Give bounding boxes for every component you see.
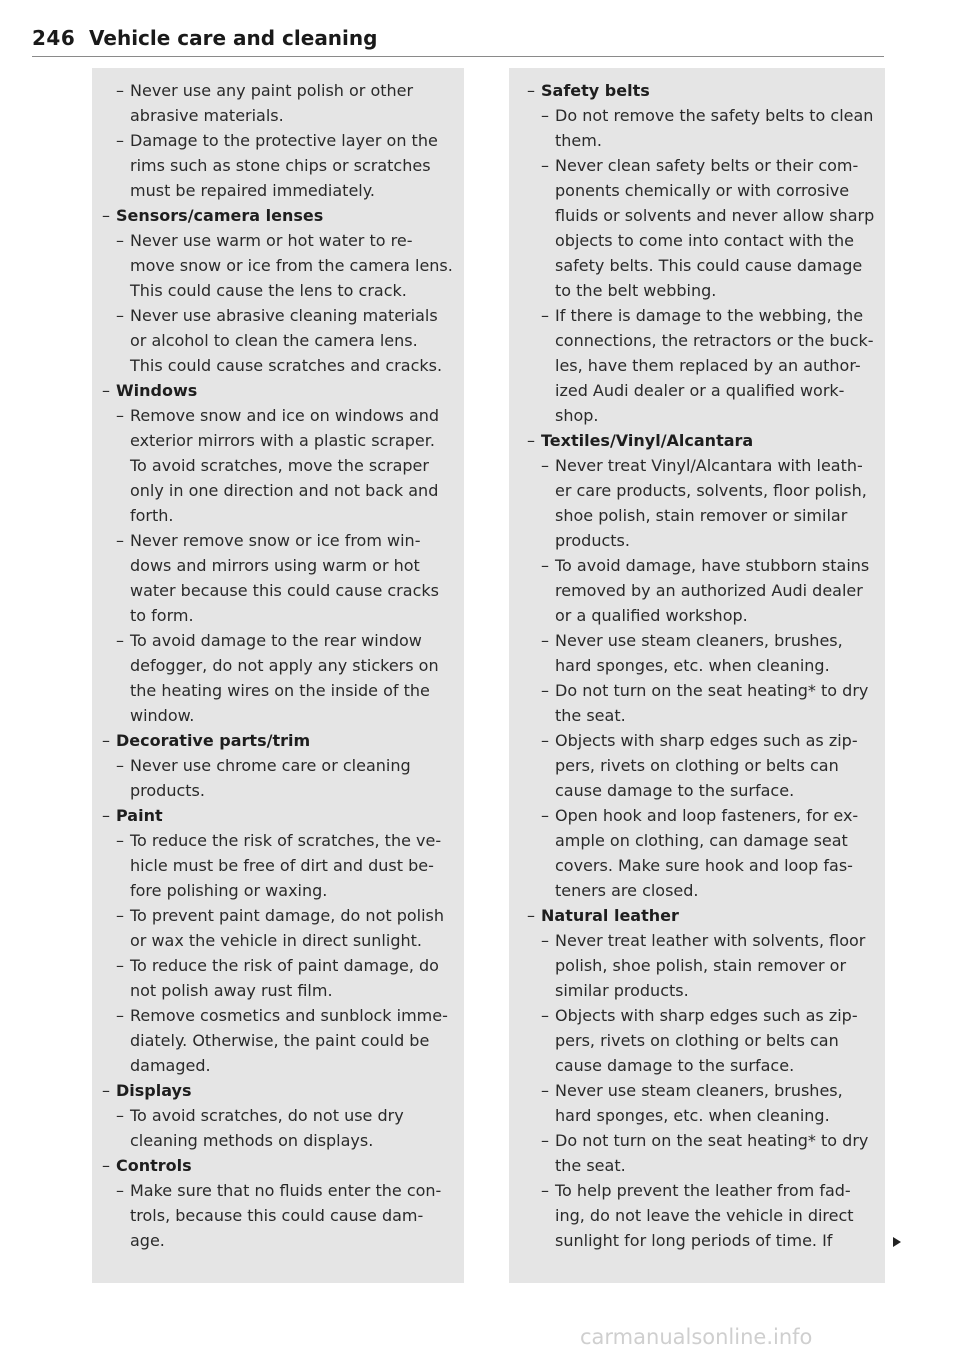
left-column	[92, 68, 464, 1283]
list-item: – To avoid damage, have stubborn stains removed by an authorized Audi dealer or a qualified workshop.	[541, 556, 870, 625]
page-header	[32, 22, 884, 57]
right-column	[509, 68, 885, 1283]
list-item: – Make sure that no fluids enter the con-trols, because this could cause dam-age.	[116, 1181, 442, 1250]
category-title: Displays	[116, 1081, 192, 1100]
category-title: Paint	[116, 806, 163, 825]
category-title: Controls	[116, 1156, 192, 1175]
category-windows: – Windows	[102, 381, 198, 400]
category-safety-belts: – Safety belts	[527, 81, 650, 100]
category-natural-leather: – Natural leather	[527, 906, 679, 925]
category-title: Safety belts	[541, 81, 650, 100]
list-item: – Never treat Vinyl/Alcantara with leath-er care products, solvents, floor polish, shoe polish, stain remover or similar products.	[541, 456, 867, 550]
watermark: carmanualsonline.info	[580, 1325, 813, 1349]
category-textiles-vinyl-alcantara: – Textiles/Vinyl/Alcantara	[527, 431, 754, 450]
category-title: Textiles/Vinyl/Alcantara	[541, 431, 754, 450]
list-item: – Never remove snow or ice from win-dows and mirrors using warm or hot water because this could cause cracks to form.	[116, 531, 439, 625]
category-title: Sensors/camera lenses	[116, 206, 324, 225]
list-item: – Never use any paint polish or other abrasive materials.	[116, 81, 414, 125]
list-item: – To reduce the risk of scratches, the ve-hicle must be free of dirt and dust be-fore polishing or waxing.	[116, 831, 442, 900]
list-item: – To reduce the risk of paint damage, do not polish away rust film.	[116, 956, 439, 1000]
category-title: Natural leather	[541, 906, 679, 925]
list-item: – Open hook and loop fasteners, for ex-ample on clothing, can damage seat covers. Make sure hook and loop fas-teners are closed.	[541, 806, 859, 900]
list-item: – To avoid damage to the rear window defogger, do not apply any stickers on the heating wires on the inside of the window.	[116, 631, 439, 725]
list-item: – Never use chrome care or cleaning products.	[116, 756, 411, 800]
category-title: Decorative parts/trim	[116, 731, 311, 750]
list-item: – Never use steam cleaners, brushes, hard sponges, etc. when cleaning.	[541, 1081, 843, 1125]
list-item: – Never treat leather with solvents, floor polish, shoe polish, stain remover or similar products.	[541, 931, 866, 1000]
continue-arrow-icon	[893, 1237, 901, 1247]
list-item: – To avoid scratches, do not use dry cleaning methods on displays.	[116, 1106, 404, 1150]
page-number: 246	[32, 26, 76, 50]
list-item: – To help prevent the leather from fad-ing, do not leave the vehicle in direct sunlight for long periods of time. If	[541, 1181, 854, 1250]
category-title: Windows	[116, 381, 198, 400]
list-item: – To prevent paint damage, do not polish or wax the vehicle in direct sunlight.	[116, 906, 445, 950]
list-item: – If there is damage to the webbing, the connections, the retractors or the buck-les, have them replaced by an author-ized Audi dealer or a qualified work-shop.	[541, 306, 874, 425]
list-item: – Do not turn on the seat heating* to dry the seat.	[541, 1131, 869, 1175]
category-decorative-parts-trim: – Decorative parts/trim	[102, 731, 311, 750]
category-controls: – Controls	[102, 1156, 192, 1175]
list-item: – Remove cosmetics and sunblock imme-diately. Otherwise, the paint could be damaged.	[116, 1006, 448, 1075]
category-sensors-camera-lenses: – Sensors/camera lenses	[102, 206, 324, 225]
list-item: – Never use warm or hot water to re-move snow or ice from the camera lens. This could cause the lens to crack.	[116, 231, 453, 300]
category-paint: – Paint	[102, 806, 163, 825]
list-item: – Never clean safety belts or their com-ponents chemically or with corrosive fluids or solvents and never allow sharp objects to come into contact with the safety belts. This could cause damage to the belt webbing.	[541, 156, 875, 300]
category-displays: – Displays	[102, 1081, 192, 1100]
list-item: – Objects with sharp edges such as zip-pers, rivets on clothing or belts can cause damage to the surface.	[541, 731, 858, 800]
section-title: Vehicle care and cleaning	[89, 26, 378, 50]
list-item: – Remove snow and ice on windows and exterior mirrors with a plastic scraper. To avoid scratches, move the scraper only in one direction and not back and forth.	[116, 406, 440, 525]
list-item: – Damage to the protective layer on the rims such as stone chips or scratches must be repaired immediately.	[116, 131, 438, 200]
list-item: – Do not turn on the seat heating* to dry the seat.	[541, 681, 869, 725]
list-item: – Never use steam cleaners, brushes, hard sponges, etc. when cleaning.	[541, 631, 843, 675]
list-item: – Objects with sharp edges such as zip-pers, rivets on clothing or belts can cause damage to the surface.	[541, 1006, 858, 1075]
list-item: – Never use abrasive cleaning materials or alcohol to clean the camera lens. This could cause scratches and cracks.	[116, 306, 443, 375]
list-item: – Do not remove the safety belts to clean them.	[541, 106, 874, 150]
